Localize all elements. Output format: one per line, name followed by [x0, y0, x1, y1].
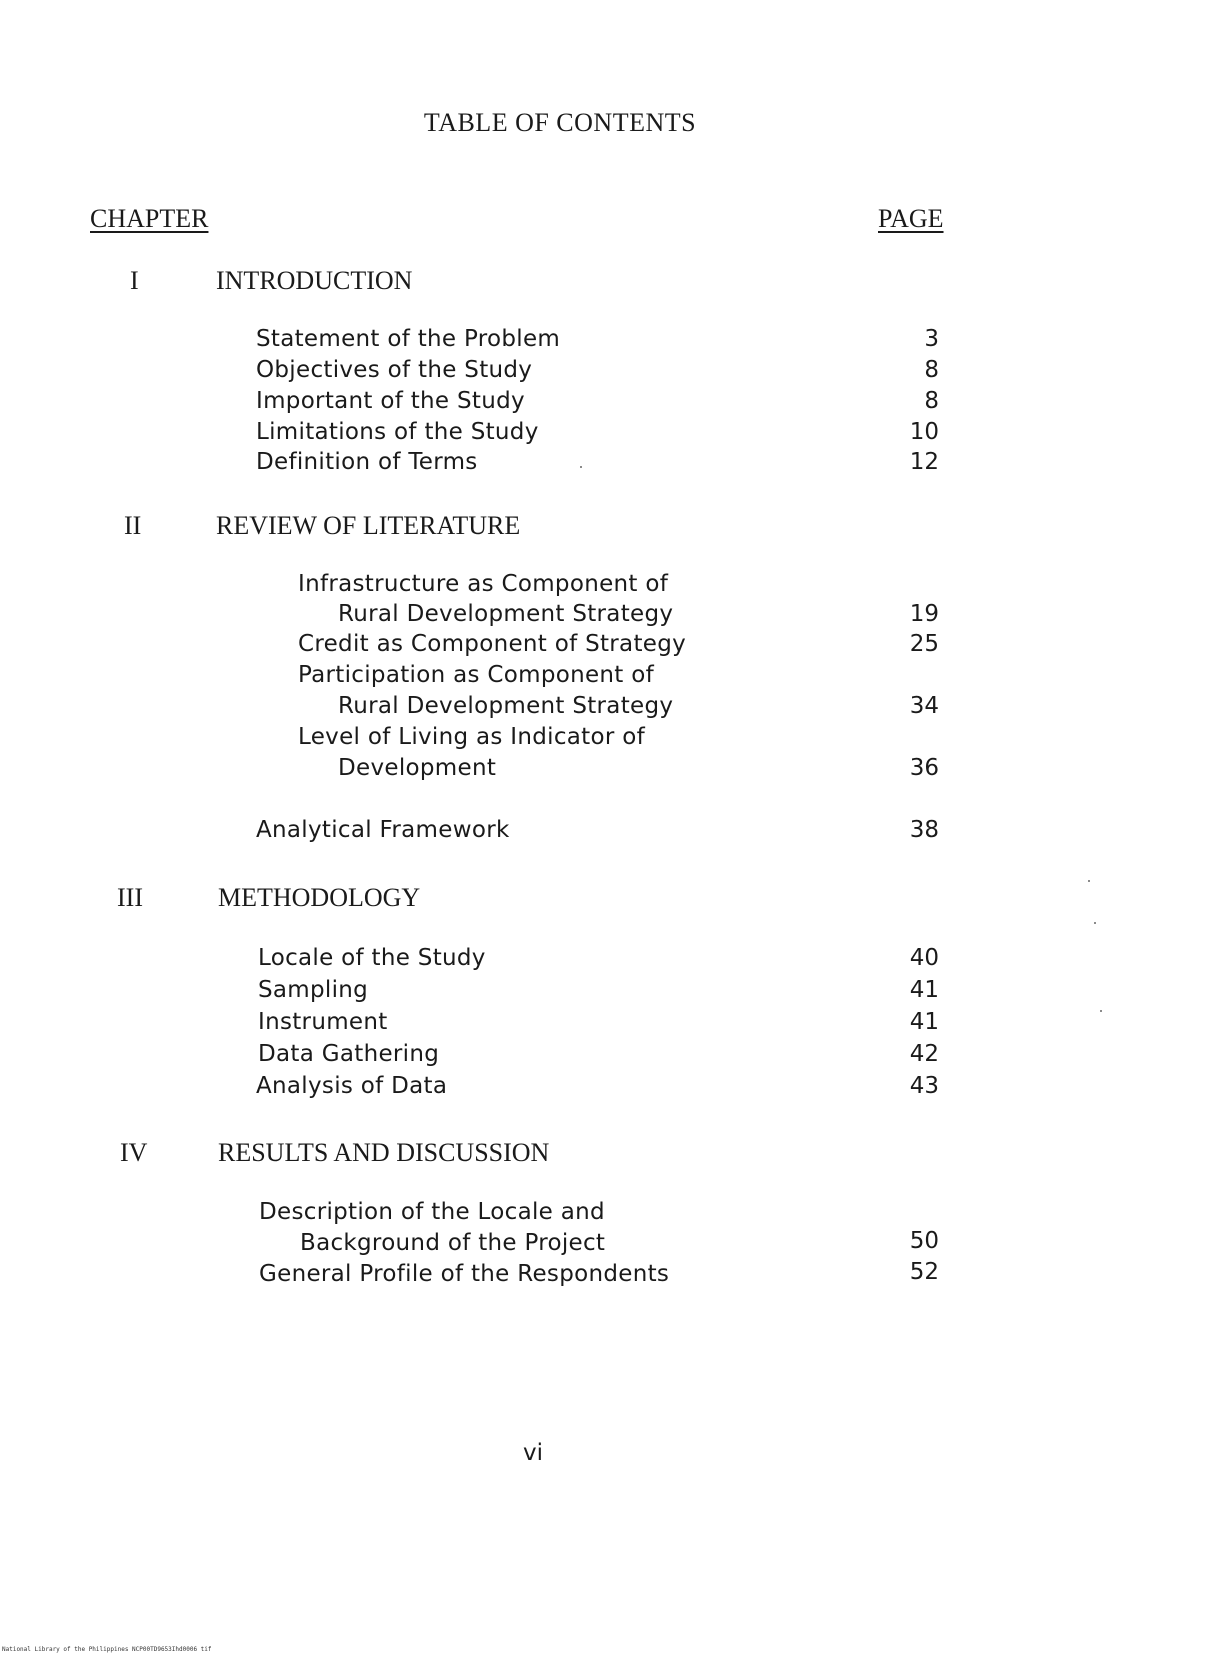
toc-page-number: 40	[909, 945, 939, 971]
toc-entry: Participation as Component of	[298, 662, 654, 688]
toc-entry-continuation: Rural Development Strategy	[338, 601, 674, 627]
toc-page-number: 10	[909, 419, 939, 445]
toc-page-number: 25	[909, 631, 939, 657]
toc-entry: Analytical Framework	[256, 817, 510, 843]
toc-entry: Infrastructure as Component of	[298, 571, 669, 597]
toc-entry: Locale of the Study	[258, 945, 486, 971]
toc-page-number: 34	[909, 693, 939, 719]
scan-speck	[1100, 1010, 1102, 1012]
toc-entry: General Profile of the Respondents	[259, 1261, 670, 1287]
chapter-title: REVIEW OF LITERATURE	[216, 511, 521, 540]
toc-page-number: 12	[909, 449, 939, 475]
chapter-column-header: CHAPTER	[90, 204, 209, 233]
toc-page-number: 38	[909, 817, 939, 843]
toc-entry-continuation: Development	[338, 755, 497, 781]
scan-speck	[1094, 922, 1096, 924]
toc-entry: Level of Living as Indicator of	[298, 724, 645, 750]
toc-entry: Analysis of Data	[256, 1073, 448, 1099]
chapter-title: METHODOLOGY	[218, 883, 421, 912]
toc-entry-continuation: Rural Development Strategy	[338, 693, 674, 719]
chapter-numeral: II	[124, 511, 142, 540]
toc-entry: Sampling	[258, 977, 369, 1003]
toc-entry: Credit as Component of Strategy	[298, 631, 687, 657]
toc-entry: Statement of the Problem	[256, 326, 561, 352]
chapter-numeral: I	[130, 266, 139, 295]
chapter-numeral: IV	[120, 1138, 148, 1167]
toc-page-number: 41	[909, 1009, 939, 1035]
toc-entry: Description of the Locale and	[259, 1199, 605, 1225]
toc-entry: Objectives of the Study	[256, 357, 533, 383]
scan-speck	[580, 466, 582, 468]
page-folio: vi	[522, 1440, 543, 1466]
chapter-numeral: III	[117, 883, 143, 912]
toc-entry: Important of the Study	[256, 388, 525, 414]
toc-entry: Instrument	[258, 1009, 388, 1035]
toc-entry: Limitations of the Study	[256, 419, 539, 445]
toc-entry-continuation: Background of the Project	[300, 1230, 606, 1256]
toc-page-number: 36	[909, 755, 939, 781]
page-title: TABLE OF CONTENTS	[423, 108, 697, 137]
toc-page-number: 52	[909, 1259, 939, 1285]
toc-page-number: 50	[909, 1228, 939, 1254]
toc-page-number: 8	[924, 357, 939, 383]
toc-page-number: 19	[909, 601, 939, 627]
toc-page-number: 42	[909, 1041, 939, 1067]
page-column-header: PAGE	[878, 204, 944, 233]
chapter-title: RESULTS AND DISCUSSION	[218, 1138, 550, 1167]
scan-speck	[1088, 880, 1090, 882]
toc-page-number: 3	[924, 326, 939, 352]
chapter-title: INTRODUCTION	[216, 266, 413, 295]
toc-page-number: 43	[909, 1073, 939, 1099]
scan-footer-tag: National Library of the Philippines NCP00TD9653Ihd0006 tif	[2, 1646, 212, 1653]
toc-entry: Definition of Terms	[256, 449, 478, 475]
toc-page-number: 8	[924, 388, 939, 414]
toc-page-number: 41	[909, 977, 939, 1003]
toc-entry: Data Gathering	[258, 1041, 440, 1067]
